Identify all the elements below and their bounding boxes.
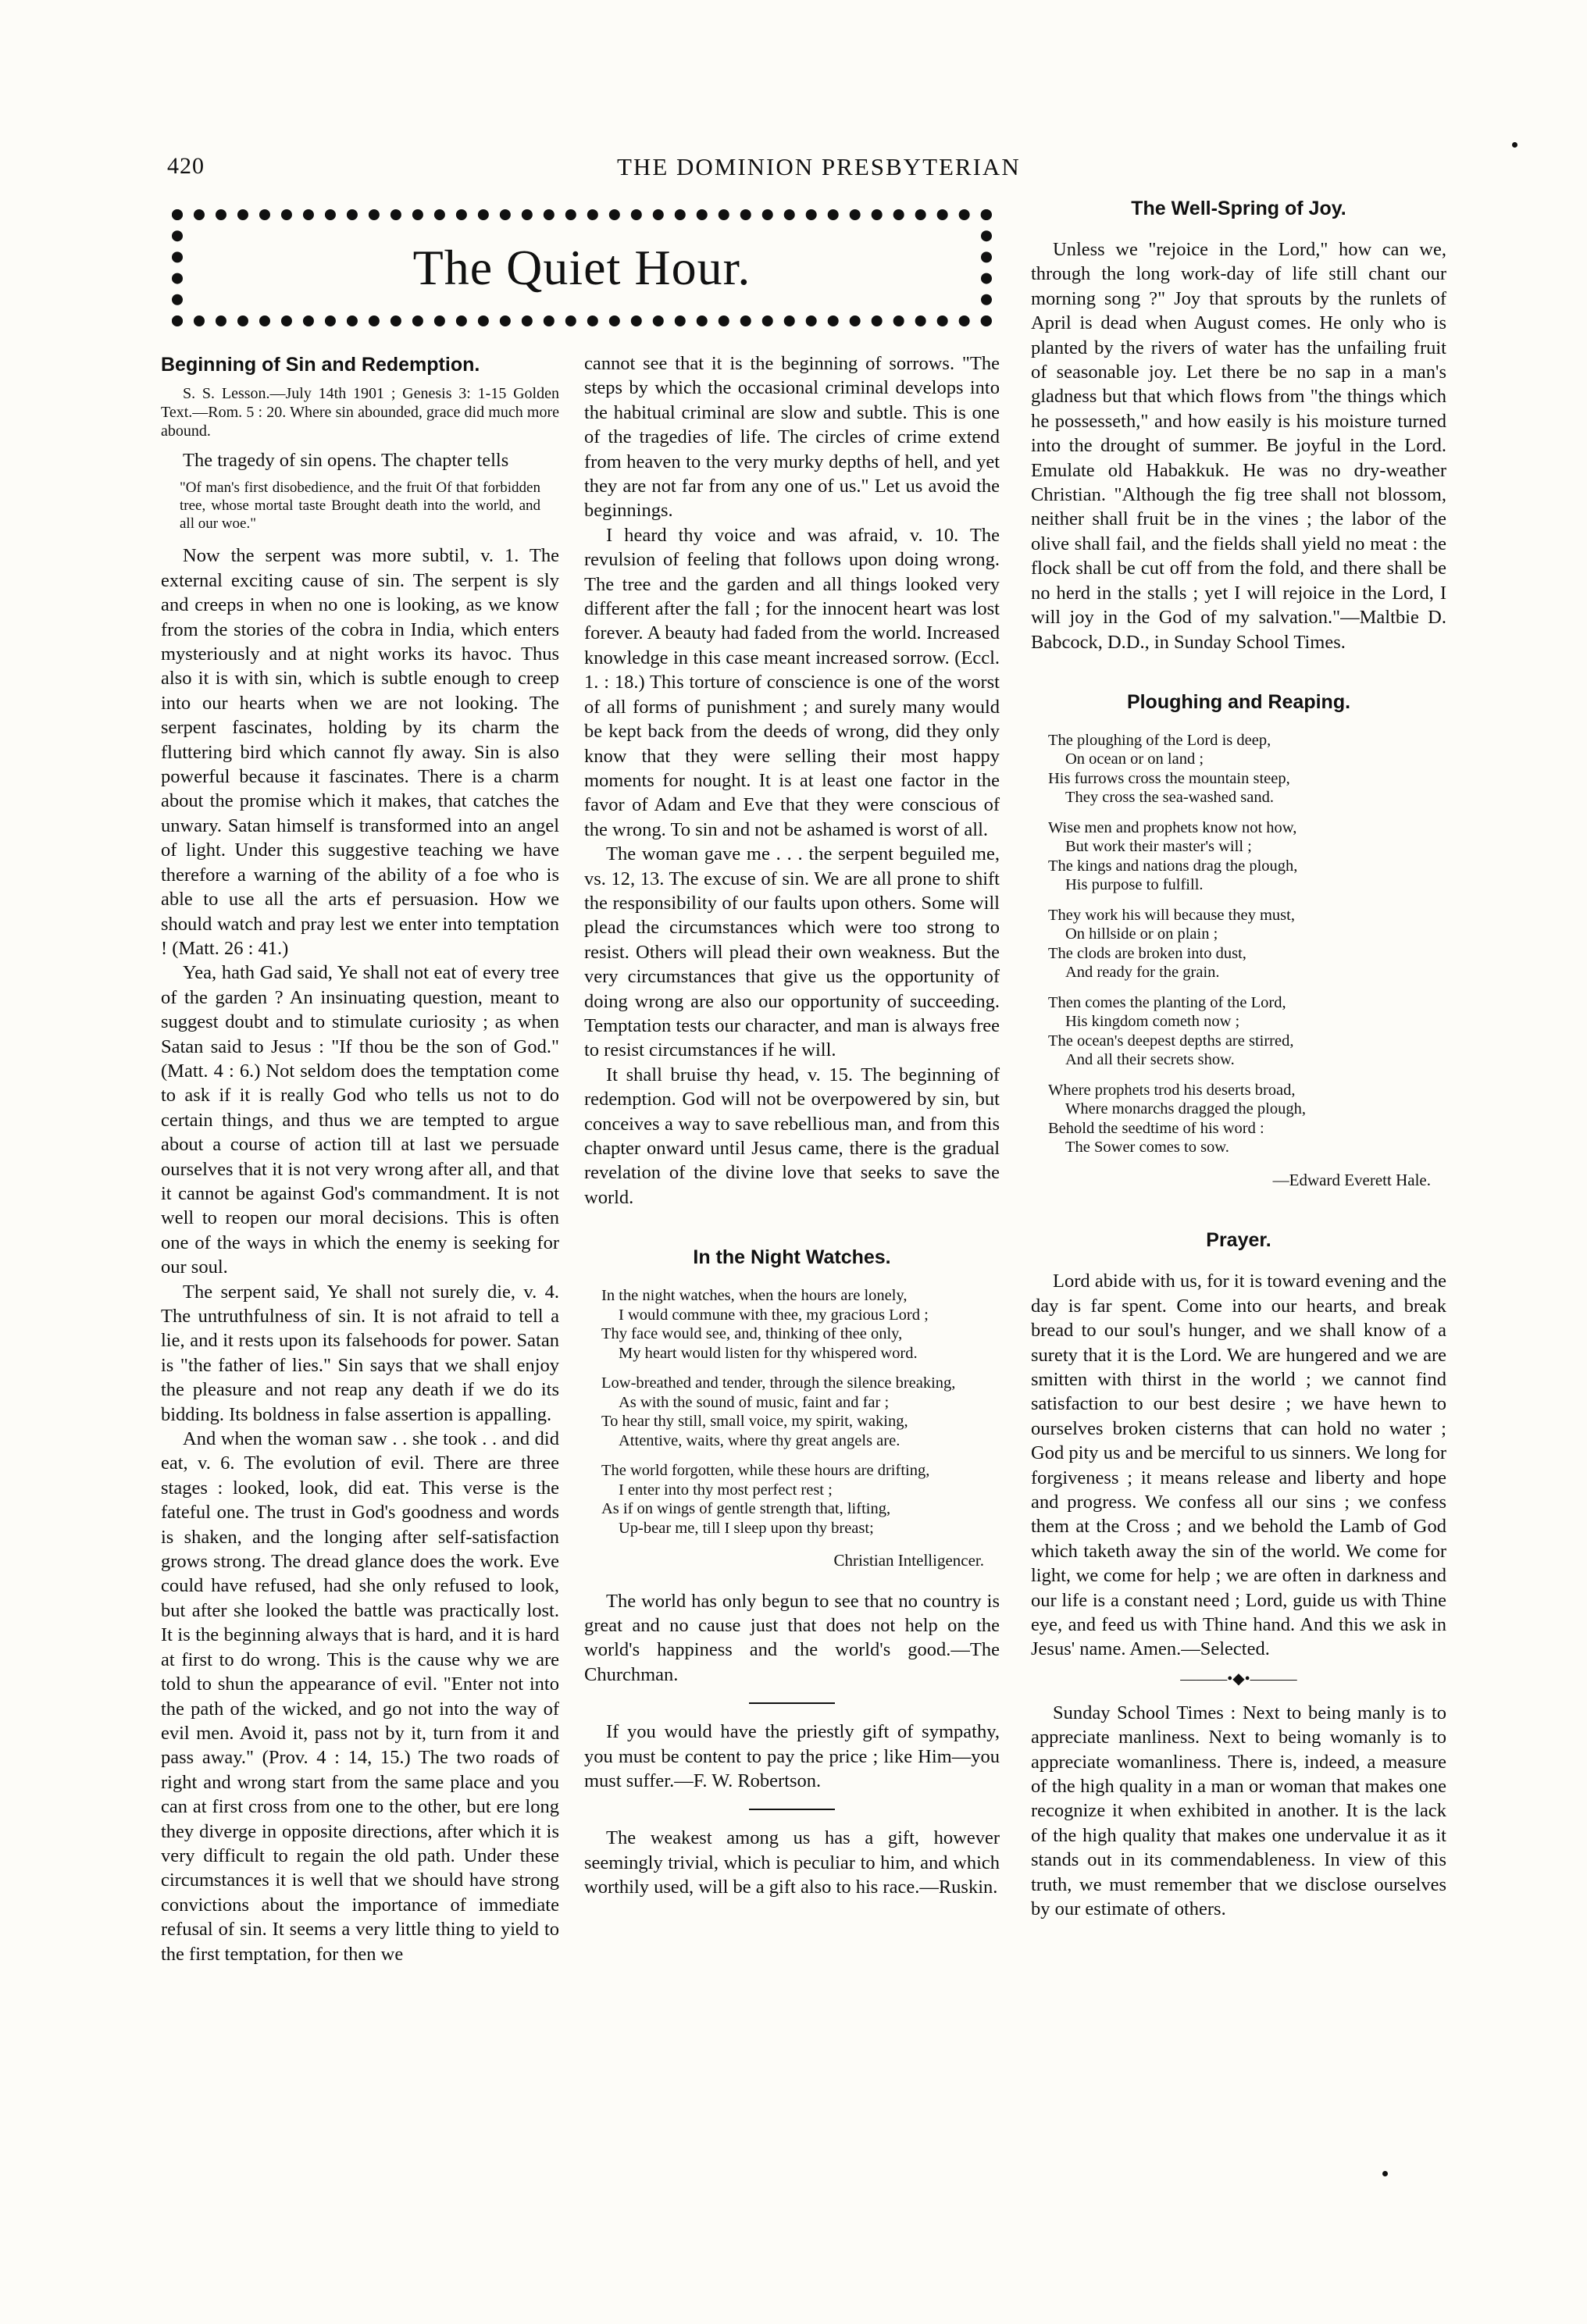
- poem-line: Up-bear me, till I sleep upon thy breast;: [619, 1519, 874, 1537]
- paragraph: I heard thy voice and was afraid, v. 10. The revulsion of feeling that follows upon doing wrong. The tree and the garden and all things looked very different after the fall ; for the innocent heart was lost forever. A beauty had faded from the world. Increased knowledge in this case meant increased sorrow. (Eccl. 1. : 18.) This torture of conscience is one of the worst of all forms of punishment ; and surely many would be kept back from the deeds of wrong, did they only know that they were selling their most happy moments for nought. It is at least one factor in the favor of Adam and Eve that they were conscious of the wrong. To sin and not be ashamed is worst of all.: [584, 524, 1000, 840]
- poem-line: His furrows cross the mountain steep,: [1048, 769, 1290, 787]
- ink-speck: [1382, 2171, 1388, 2176]
- poem-line: On ocean or on land ;: [1065, 750, 1204, 768]
- poem-line: My heart would listen for thy whispered word.: [619, 1344, 918, 1362]
- poem-stanza: [1048, 906, 1446, 982]
- poem-stanza: [1048, 993, 1446, 1070]
- poem-line: Wise men and prophets know not how,: [1048, 818, 1297, 836]
- ink-speck: [1512, 142, 1517, 148]
- poem-line: His kingdom cometh now ;: [1065, 1013, 1240, 1031]
- poem-line: Where prophets trod his deserts broad,: [1048, 1081, 1296, 1099]
- paragraph: cannot see that it is the beginning of sorrows. "The steps by which the occasional criminal develops into the habitual criminal are slow and subtle. This is one of the tragedies of life. The circles of crime extend from heaven to the very murky depths of hell, and yet they are not far from any one of us." Let us avoid the beginnings.: [584, 353, 1000, 522]
- poem-line: The clods are broken into dust,: [1048, 944, 1246, 962]
- paragraph: The woman gave me . . . the serpent beguiled me, vs. 12, 13. The excuse of sin. We are all prone to shift the responsibility of our faults upon others. Some will plead the circumstances which were too strong to resist. Others will plead their own weakness. But the very circumstances that give us the opportunity of doing wrong are also our opportunity of succeeding. Temptation tests our character, and man is always free to resist circumstances if he will.: [584, 843, 1000, 1061]
- poem-line: Then comes the planting of the Lord,: [1048, 993, 1286, 1011]
- poem-stanza: [601, 1461, 1000, 1538]
- poem-stanza: [1048, 1081, 1446, 1157]
- paragraph: The world has only begun to see that no country is great and no cause just that does not help on the world's happiness and the world's good.—The Churchman.: [584, 1590, 1000, 1685]
- ornamental-divider: ———•◆•———: [1180, 1670, 1297, 1688]
- poem-line: The Sower comes to sow.: [1065, 1139, 1229, 1157]
- poem-stanza: [601, 1374, 1000, 1450]
- poem-line: But work their master's will ;: [1065, 838, 1252, 856]
- column-left: [161, 351, 559, 1966]
- poem-line: I enter into thy most perfect rest ;: [619, 1481, 833, 1499]
- poem-stanza: [1048, 731, 1446, 807]
- poem-line: Behold the seedtime of his word :: [1048, 1119, 1264, 1137]
- paragraph: Lord abide with us, for it is toward evening and the day is far spent. Come into our hearts, and break bread to our soul's hunger, and we shall know of a surety that it is the Lord. We are hungered and we are smitten with thirst in the world ; we cannot find satisfaction to our best desire ; we have hewn to ourselves broken cisterns that can hold no water ; God pity us and be merciful to us sinners. We long for forgiveness ; it means release and liberty and hope and progress. We confess all our sins ; we confess them at the Cross ; and we behold the Lamb of God which taketh away the sin of the world. We come for light, we come for help ; we are often in darkness and our life is a constant need ; Lord, guide us with Thine eye, and feed us with Thine hand. And this we ask in Jesus' name. Amen.—Selected.: [1031, 1271, 1446, 1660]
- poem-line: As with the sound of music, faint and far ;: [619, 1393, 890, 1411]
- paragraph: Yea, hath Gad said, Ye shall not eat of every tree of the garden ? An insinuating question, meant to suggest doubt and to stimulate curiosity ; as when Satan said to Jesus : "If thou be the son of God." (Matt. 4 : 6.) Not seldom does the temptation come to ask if it is really God who tells us not to do certain things, and thus we are tempted to argue about a course of action till at last we persuade ourselves that it is not very wrong after all, and that it cannot be against God's commandment. It is not well to reopen our moral decisions. This is often one of the ways in which the enemy is seeking for our soul.: [161, 962, 559, 1278]
- poem-line: Thy face would see, and, thinking of thee only,: [601, 1325, 903, 1343]
- milton-quote: "Of man's first disobedience, and the fruit Of that forbidden tree, whose mortal taste Brought death into the world, and all our woe.": [180, 479, 540, 533]
- poem-line: And all their secrets show.: [1065, 1051, 1235, 1069]
- paragraph: Now the serpent was more subtil, v. 1. The external exciting cause of sin. The serpent is sly and creeps in when no one is looking, as we know from the stories of the cobra in India, which enters mysteriously and at night works its havoc. Thus also it is with sin, which is subtle enough to creep into our hearts when we are not looking. The serpent fascinates, holding by its charm the fluttering bird which cannot fly away. Sin is also powerful because it fascinates. There is a charm about the promise which it makes, that catches the unwary. Satan himself is transformed into an angel of light. Under this suggestive teaching we have therefore a warning of the ability of a foe who is able to use all the arts ef persuasion. How we should watch and pray lest we enter into temptation ! (Matt. 26 : 41.): [161, 545, 559, 959]
- poem-line: On hillside or on plain ;: [1065, 925, 1218, 943]
- poem-line: His purpose to fulfill.: [1065, 876, 1204, 894]
- poem-line: The ploughing of the Lord is deep,: [1048, 731, 1271, 749]
- poem-line: To hear thy still, small voice, my spirit, waking,: [601, 1413, 908, 1431]
- poem-line: Low-breathed and tender, through the silence breaking,: [601, 1374, 956, 1392]
- poem-heading: In the Night Watches.: [693, 1246, 891, 1269]
- column-middle: [584, 351, 1000, 1900]
- divider: [749, 1702, 835, 1704]
- paragraph: The tragedy of sin opens. The chapter tells: [183, 450, 509, 471]
- article-heading: Prayer.: [1206, 1229, 1271, 1252]
- poem-line: The world forgotten, while these hours are drifting,: [601, 1462, 930, 1480]
- poem-line: The ocean's deepest depths are stirred,: [1048, 1032, 1294, 1050]
- poem-line: They cross the sea-washed sand.: [1065, 789, 1274, 807]
- lesson-reference: S. S. Lesson.—July 14th 1901 ; Genesis 3: 1-15 Golden Text.—Rom. 5 : 20. Where sin abounded, grace did much more abound.: [161, 385, 559, 440]
- paragraph: If you would have the priestly gift of sympathy, you must be content to pay the price ; like Him—you must suffer.—F. W. Robertson.: [584, 1721, 1000, 1792]
- column-right: [1031, 195, 1446, 1921]
- poem-line: They work his will because they must,: [1048, 906, 1295, 924]
- article-heading: The Well-Spring of Joy.: [1131, 198, 1346, 219]
- paragraph: The serpent said, Ye shall not surely die, v. 4. The untruthfulness of sin. It is not afraid to tell a lie, and it rests upon its falsehoods for power. Satan is "the father of lies." Sin says that we shall enjoy the pleasure and not reap any death if we do its bidding. Its boldness in false assertion is appalling.: [161, 1281, 559, 1425]
- section-title: The Quiet Hour.: [412, 240, 751, 295]
- poem-line: As if on wings of gentle strength that, lifting,: [601, 1500, 891, 1518]
- poem-line: The kings and nations drag the plough,: [1048, 857, 1298, 875]
- poem-stanza: [1048, 818, 1446, 895]
- poem-stanza: [601, 1286, 1000, 1363]
- paragraph: Sunday School Times : Next to being manly is to appreciate manliness. Next to being womanly is to appreciate womanliness. There is, indeed, a measure of the high quality in a man or woman that makes one recognize it when exhibited in another. It is the lack of the high quality that makes one undervalue it as it stands out in its commendableness. In view of this truth, we must remember that we disclose ourselves by our estimate of others.: [1031, 1702, 1446, 1920]
- poem-line: Where monarchs dragged the plough,: [1065, 1100, 1306, 1118]
- poem-line: I would commune with thee, my gracious Lord ;: [619, 1306, 929, 1324]
- section-banner: [172, 209, 992, 326]
- poem-attribution: —Edward Everett Hale.: [1272, 1170, 1431, 1189]
- poem-heading: Ploughing and Reaping.: [1126, 690, 1351, 713]
- article-heading: Beginning of Sin and Redemption.: [161, 354, 480, 376]
- paragraph: And when the woman saw . . she took . . and did eat, v. 6. The evolution of evil. There are three stages : looked, look, did eat. This verse is the fateful one. The trust in God's goodness and words is shaken, and the longing after self-satisfaction grows strong. The dread glance does the work. Eve could have refused, had she only refused to look, but after she looked the battle was practically lost. It is the beginning always that is hard, and it is hard at first to do wrong. This is the cause why we are told to shun the appearance of evil. "Enter not into the path of the wicked, and go not into the way of evil men. Avoid it, pass not by it, turn from it and pass away." (Prov. 4 : 14, 15.) The two roads of right and wrong start from the same place and you can at first cross from one to the other, but ere long they diverge in opposite directions, after which it is very difficult to regain the old path. Under these circumstances it is well that we should have strong convictions about the importance of immediate refusal of sin. It seems a very little thing to yield to the first temptation, for then we: [161, 1428, 559, 1965]
- paragraph: Unless we "rejoice in the Lord," how can we, through the long work-day of life still chant our morning song ?" Joy that sprouts by the runlets of April is dead when August comes. He only who is planted by the rivers of water has the unfailing fruit of seasonable joy. Let there be no sap in a man's gladness but that which flows from "the things which he possesseth," and how easily is his moisture turned into the drought of summer. Be joyful in the Lord. Emulate old Habakkuk. He was no dry-weather Christian. "Although the fig tree shall not blossom, neither shall fruit be in the vines ; the labor of the olive shall fail, and the fields shall yield no meat : the flock shall be cut off from the fold, and there shall be no herd in the stalls ; yet I will rejoice in the Lord, I will joy in the God of my salvation."—Maltbie D. Babcock, D.D., in Sunday School Times.: [1031, 239, 1446, 653]
- poem-line: And ready for the grain.: [1065, 964, 1220, 982]
- poem-line: Attentive, waits, where thy great angels are.: [619, 1431, 900, 1449]
- page-number: 420: [167, 153, 205, 179]
- poem-attribution: Christian Intelligencer.: [833, 1551, 984, 1570]
- paragraph: It shall bruise thy head, v. 15. The beginning of redemption. God will not be overpowered by sin, but conceives a way to save rebellious man, and from this chapter onward until Jesus came, there is the gradual revelation of the divine love that seeks to save the world.: [584, 1064, 1000, 1208]
- publication-title: THE DOMINION PRESBYTERIAN: [617, 153, 1021, 180]
- poem-line: In the night watches, when the hours are lonely,: [601, 1287, 908, 1305]
- paragraph: The weakest among us has a gift, however seemingly trivial, which is peculiar to him, and which worthily used, will be a gift also to his race.—Ruskin.: [584, 1827, 1000, 1898]
- divider: [749, 1809, 835, 1810]
